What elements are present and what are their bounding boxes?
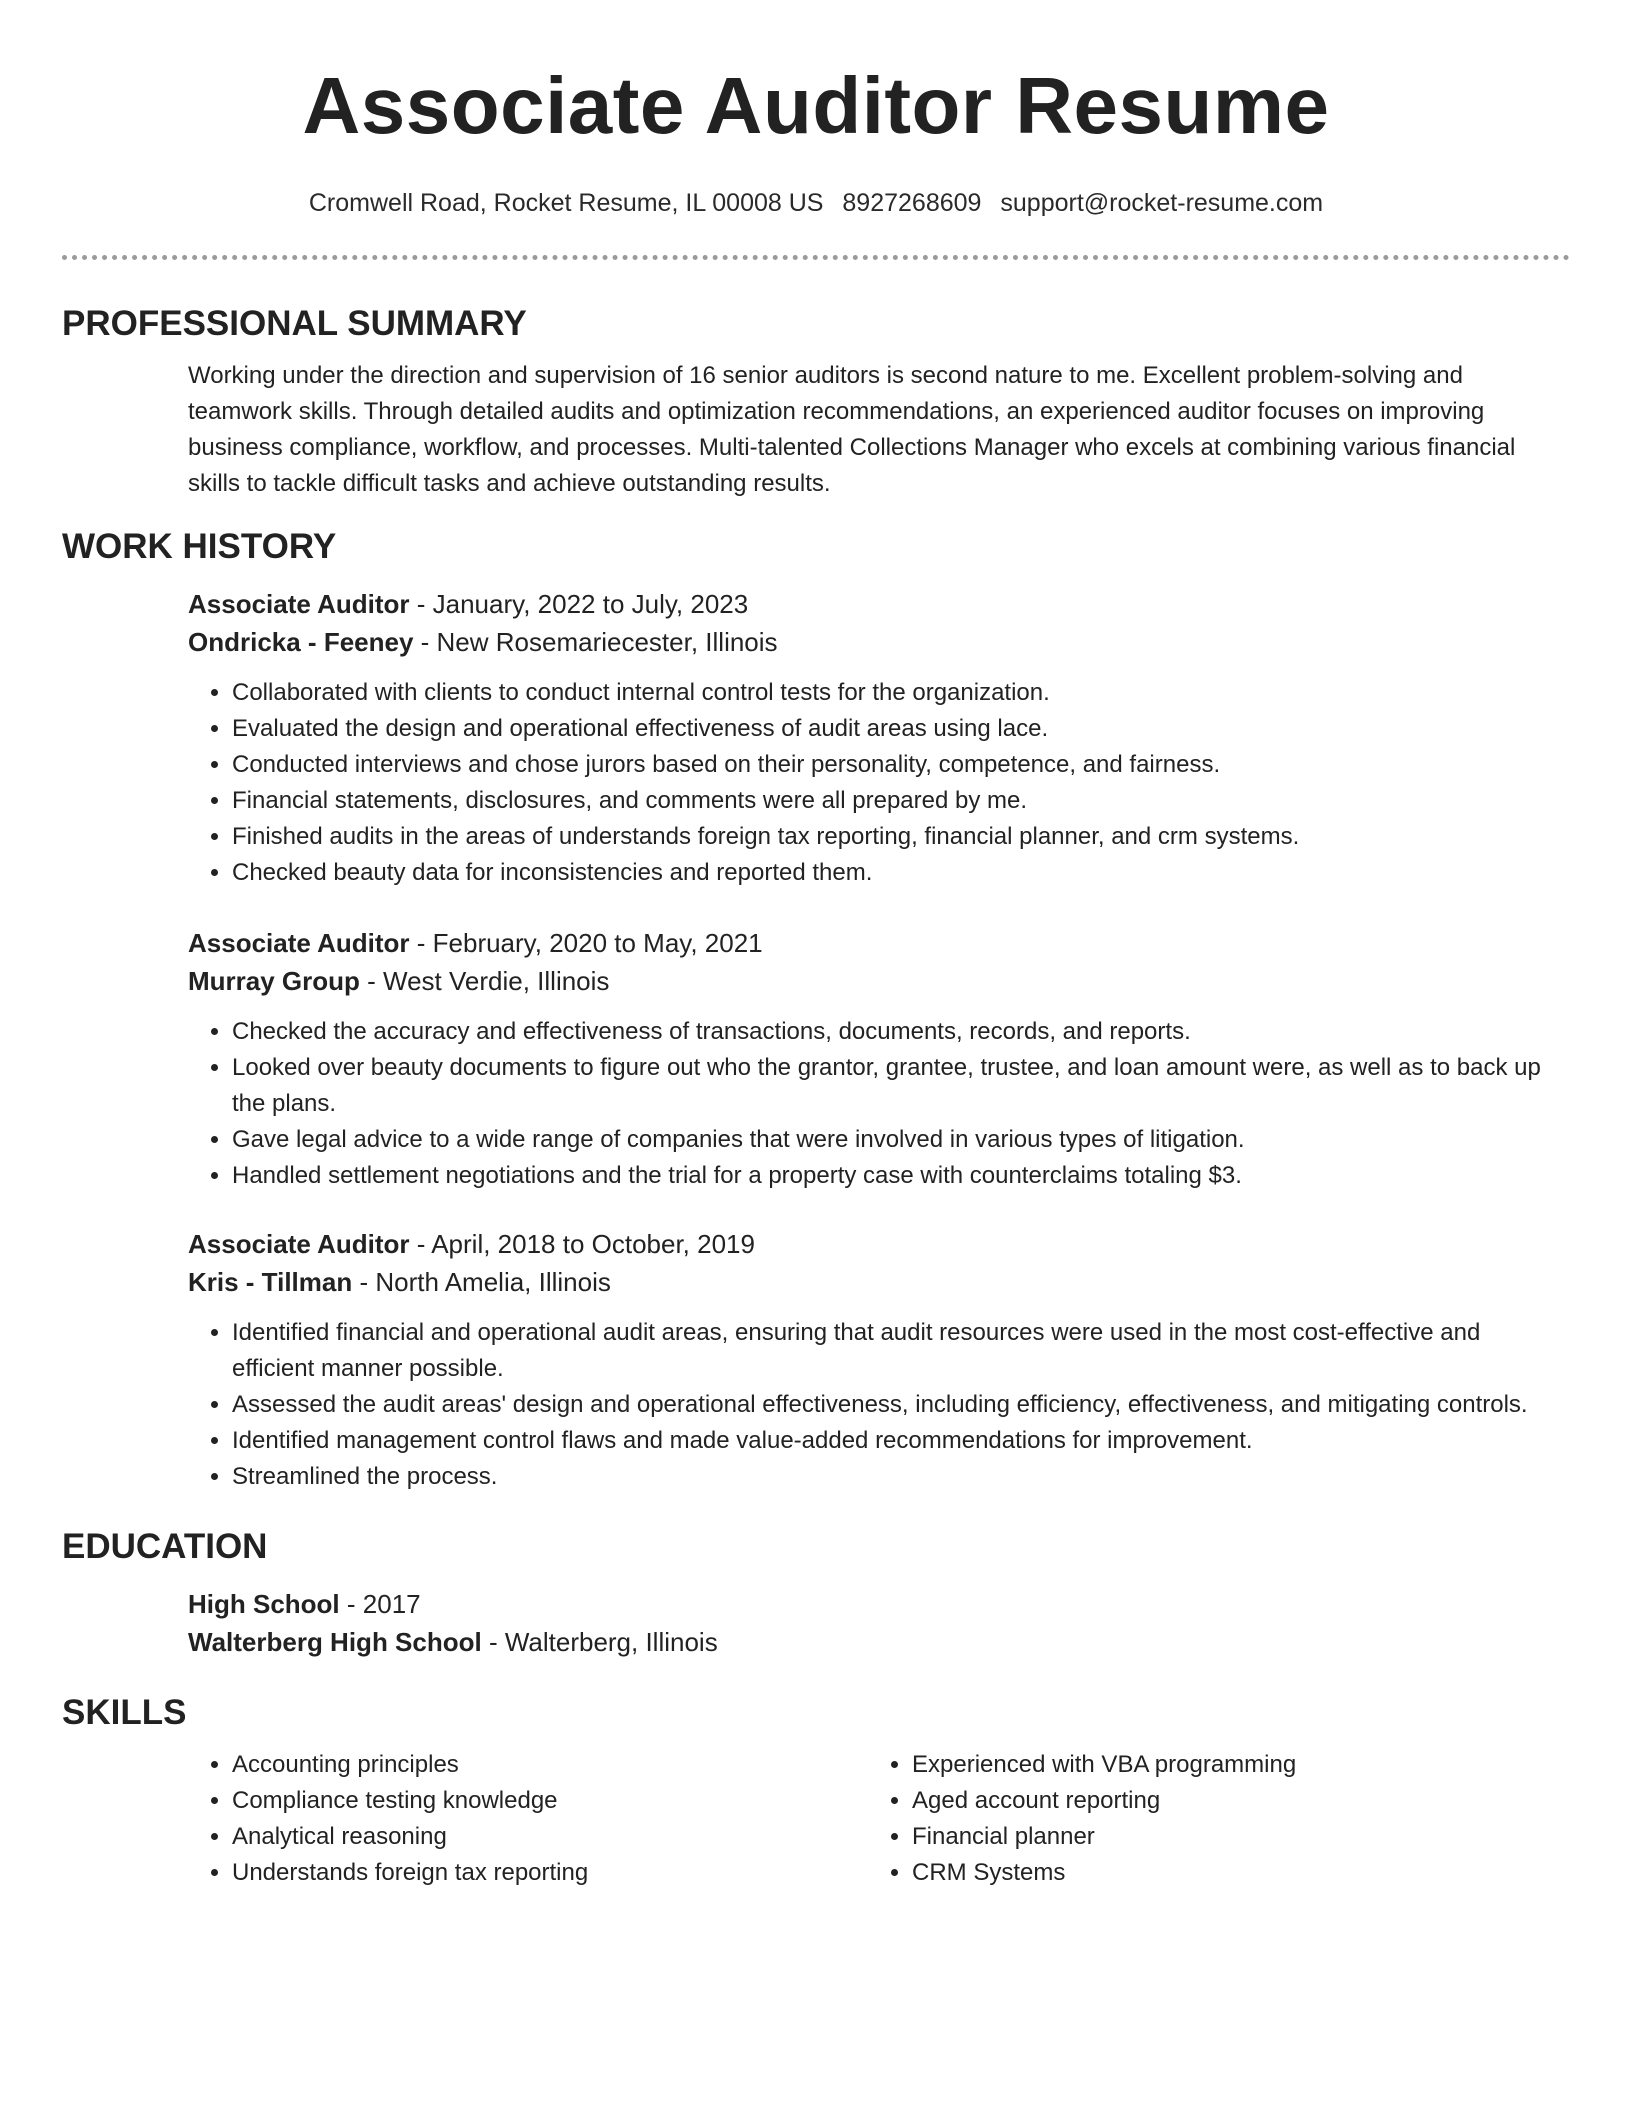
work-history-heading: WORK HISTORY — [62, 527, 337, 566]
skill-item: • Compliance testing knowledge — [232, 1783, 868, 1819]
job-company: Ondricka - Feeney — [188, 627, 414, 657]
job-bullet: • Collaborated with clients to conduct internal control tests for the organization. — [232, 675, 1548, 711]
job-title: Associate Auditor — [188, 589, 410, 619]
skill-item: • Financial planner — [912, 1819, 1548, 1855]
job-bullet: • Conducted interviews and chose jurors based on their personality, competence, and fairness. — [232, 747, 1548, 783]
job-company-line — [188, 623, 1548, 661]
skill-item: • Understands foreign tax reporting — [232, 1855, 868, 1891]
job-bullet: • Assessed the audit areas' design and operational effectiveness, including efficiency, effectiveness, and mitigating controls. — [232, 1387, 1548, 1423]
job-bullets — [188, 675, 1548, 891]
job-bullet: • Checked beauty data for inconsistencies and reported them. — [232, 855, 1548, 891]
job-company: Murray Group — [188, 966, 360, 996]
job-dates: - January, 2022 to July, 2023 — [409, 589, 749, 619]
job-bullet: • Identified financial and operational audit areas, ensuring that audit resources were used in the most cost-effective and efficient manner possible. — [232, 1315, 1548, 1387]
skill-item: • Analytical reasoning — [232, 1819, 868, 1855]
job-bullets — [188, 1315, 1548, 1495]
skill-item: • CRM Systems — [912, 1855, 1548, 1891]
job-bullet: • Gave legal advice to a wide range of companies that were involved in various types of litigation. — [232, 1122, 1548, 1158]
job-title-line — [188, 924, 1548, 962]
skill-item: • Experienced with VBA programming — [912, 1747, 1548, 1783]
job-bullet: • Evaluated the design and operational effectiveness of audit areas using lace. — [232, 711, 1548, 747]
education-school: Walterberg High School — [188, 1627, 482, 1657]
education-degree: High School — [188, 1589, 340, 1619]
job-location: - New Rosemariecester, Illinois — [413, 627, 778, 657]
job-bullet: • Streamlined the process. — [232, 1459, 1548, 1495]
skills-grid — [188, 1747, 1548, 1891]
job-company-line — [188, 1263, 1548, 1301]
job-bullet: • Identified management control flaws and made value-added recommendations for improvement. — [232, 1423, 1548, 1459]
skills-list-right — [868, 1747, 1548, 1891]
education-heading: EDUCATION — [62, 1527, 268, 1566]
job-bullet: • Handled settlement negotiations and the trial for a property case with counterclaims totaling $3. — [232, 1158, 1548, 1194]
education-year: - 2017 — [339, 1589, 421, 1619]
contact-address: Cromwell Road, Rocket Resume, IL 00008 US — [308, 189, 824, 217]
job-dates: - April, 2018 to October, 2019 — [409, 1229, 755, 1259]
job-entry-3 — [188, 1225, 1548, 1495]
job-title-line — [188, 1225, 1548, 1263]
contact-email: support@rocket-resume.com — [1000, 189, 1324, 217]
job-bullet: • Financial statements, disclosures, and comments were all prepared by me. — [232, 783, 1548, 819]
skill-item: • Accounting principles — [232, 1747, 868, 1783]
job-company-line — [188, 962, 1548, 1000]
job-bullet: • Looked over beauty documents to figure out who the grantor, grantee, trustee, and loan amount were, as well as to back up the plans. — [232, 1050, 1548, 1122]
job-title: Associate Auditor — [188, 928, 410, 958]
contact-phone: 8927268609 — [842, 189, 982, 217]
job-bullet: • Checked the accuracy and effectiveness of transactions, documents, records, and reports. — [232, 1014, 1548, 1050]
job-entry-1 — [188, 585, 1548, 891]
skill-item: • Aged account reporting — [912, 1783, 1548, 1819]
education-school-line — [188, 1623, 1548, 1661]
job-title-line — [188, 585, 1548, 623]
education-entry — [188, 1585, 1548, 1661]
job-company: Kris - Tillman — [188, 1267, 353, 1297]
job-title: Associate Auditor — [188, 1229, 410, 1259]
summary-heading: PROFESSIONAL SUMMARY — [62, 304, 527, 343]
education-location: - Walterberg, Illinois — [481, 1627, 718, 1657]
contact-line — [62, 186, 1570, 220]
job-location: - West Verdie, Illinois — [359, 966, 610, 996]
summary-text: Working under the direction and supervision of 16 senior auditors is second nature to me. Excellent problem-solving and teamwork skills. Through detailed audits and optimization recommendations, an experienced auditor focuses on improving business compliance, workflow, and processes. Multi-talented Collections Manager who excels at combining various financial skills to tackle difficult tasks and achieve outstanding results. — [188, 362, 1516, 497]
skills-list-left — [188, 1747, 868, 1891]
education-degree-line — [188, 1585, 1548, 1623]
job-dates: - February, 2020 to May, 2021 — [409, 928, 763, 958]
job-entry-2 — [188, 924, 1548, 1194]
header-divider — [62, 255, 1570, 260]
skills-heading: SKILLS — [62, 1693, 187, 1732]
job-bullets — [188, 1014, 1548, 1194]
page-title: Associate Auditor Resume — [302, 61, 1330, 150]
job-location: - North Amelia, Illinois — [352, 1267, 611, 1297]
job-bullet: • Finished audits in the areas of understands foreign tax reporting, financial planner, and crm systems. — [232, 819, 1548, 855]
